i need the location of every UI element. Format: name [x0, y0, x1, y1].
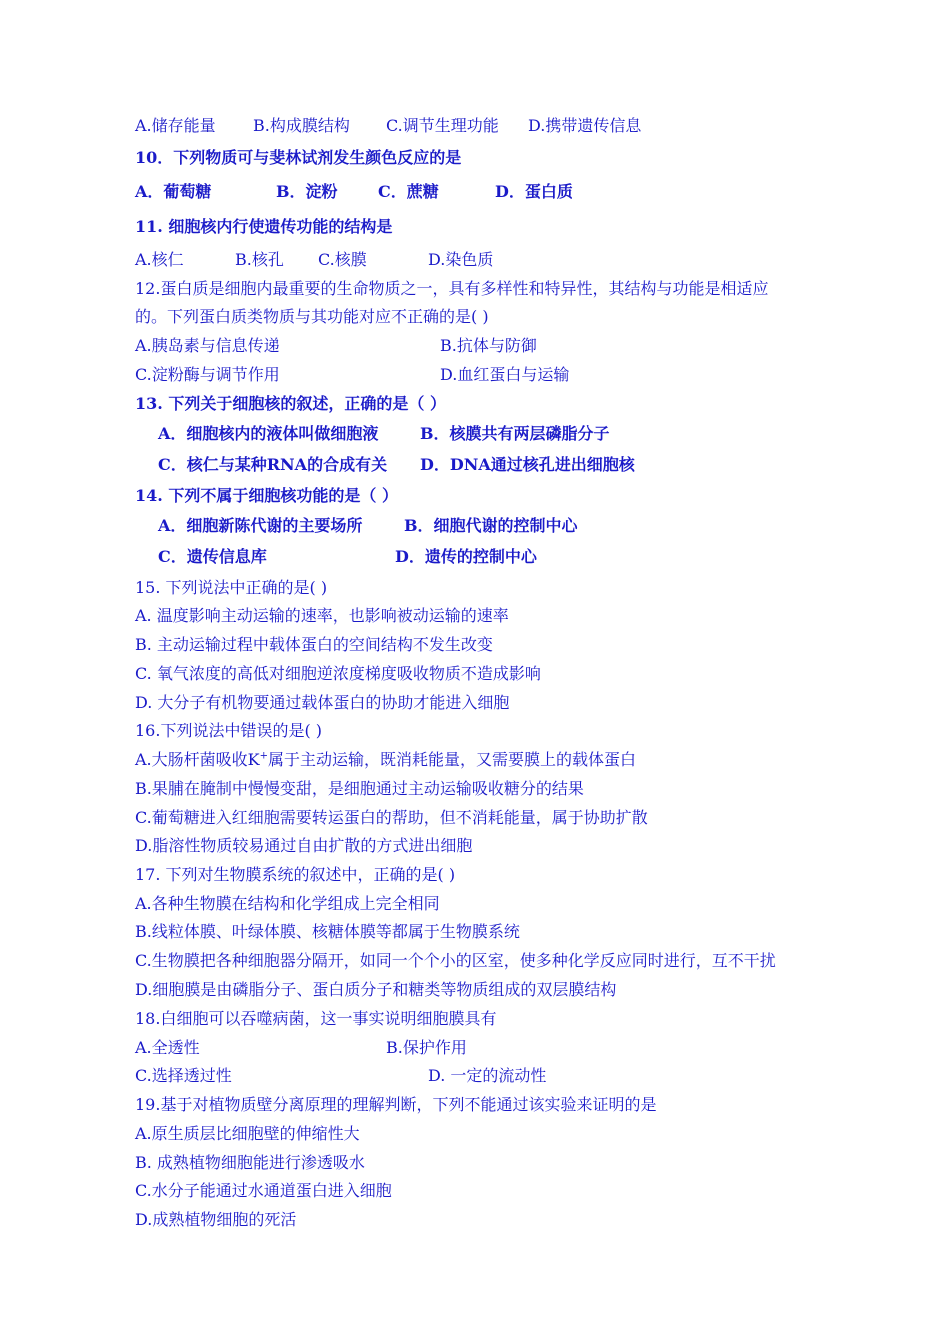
q12-stem-line1: 12.蛋白质是细胞内最重要的生命物质之一，具有多样性和特异性，其结构与功能是相适应 — [135, 279, 769, 298]
q12-option-b: B.抗体与防御 — [440, 336, 537, 355]
q16-option-a-pre: A.大肠杆菌吸收K — [135, 750, 260, 769]
q17-option-d: D.细胞膜是由磷脂分子、蛋白质分子和糖类等物质组成的双层膜结构 — [135, 980, 617, 999]
q19-stem: 19.基于对植物质壁分离原理的理解判断，下列不能通过该实验来证明的是 — [135, 1095, 657, 1114]
q19-option-a: A.原生质层比细胞壁的伸缩性大 — [135, 1124, 360, 1143]
q9-option-b: B.构成膜结构 — [253, 116, 350, 135]
q11-option-b: B.核孔 — [235, 250, 284, 269]
q13-stem: 13. 下列关于细胞核的叙述，正确的是（ ） — [135, 394, 446, 413]
q19-option-c: C.水分子能通过水通道蛋白进入细胞 — [135, 1181, 392, 1200]
q18-option-a: A.全透性 — [135, 1038, 200, 1057]
q15-option-b: B. 主动运输过程中载体蛋白的空间结构不发生改变 — [135, 635, 493, 654]
q10-option-b: B．淀粉 — [276, 182, 338, 201]
q19-option-d: D.成熟植物细胞的死活 — [135, 1210, 297, 1229]
q17-option-c: C.生物膜把各种细胞器分隔开，如同一个个小的区室，使多种化学反应同时进行，互不干扰 — [135, 951, 776, 970]
q13-option-a: A．细胞核内的液体叫做细胞液 — [158, 424, 379, 443]
q10-option-a: A．葡萄糖 — [135, 182, 212, 201]
q15-option-a: A. 温度影响主动运输的速率，也影响被动运输的速率 — [135, 606, 509, 625]
q17-option-b: B.线粒体膜、叶绿体膜、核糖体膜等都属于生物膜系统 — [135, 922, 520, 941]
q13-option-b: B．核膜共有两层磷脂分子 — [420, 424, 610, 443]
q11-option-d: D.染色质 — [428, 250, 494, 269]
q17-stem: 17. 下列对生物膜系统的叙述中，正确的是( ) — [135, 865, 456, 884]
q15-option-d: D. 大分子有机物要通过载体蛋白的协助才能进入细胞 — [135, 693, 510, 712]
q12-option-a: A.胰岛素与信息传递 — [135, 336, 280, 355]
q19-option-b: B. 成熟植物细胞能进行渗透吸水 — [135, 1153, 365, 1172]
q11-option-c: C.核膜 — [318, 250, 367, 269]
q18-option-d: D. 一定的流动性 — [428, 1066, 547, 1085]
q12-stem-line2: 的。下列蛋白质类物质与其功能对应不正确的是( ) — [135, 307, 489, 326]
q18-option-b: B.保护作用 — [386, 1038, 467, 1057]
q12-option-d: D.血红蛋白与运输 — [440, 365, 570, 384]
q16-option-d: D.脂溶性物质较易通过自由扩散的方式进出细胞 — [135, 836, 473, 855]
q16-stem: 16.下列说法中错误的是( ) — [135, 721, 323, 740]
q12-option-c: C.淀粉酶与调节作用 — [135, 365, 280, 384]
q9-option-d: D.携带遗传信息 — [528, 116, 642, 135]
q13-option-d: D．DNA通过核孔进出细胞核 — [420, 455, 635, 474]
q10-option-c: C．蔗糖 — [378, 182, 439, 201]
potassium-superscript: + — [259, 750, 268, 762]
q18-option-c: C.选择透过性 — [135, 1066, 232, 1085]
q15-stem: 15. 下列说法中正确的是( ) — [135, 578, 328, 597]
q13-option-c: C．核仁与某种RNA的合成有关 — [158, 455, 388, 474]
q17-option-a: A.各种生物膜在结构和化学组成上完全相同 — [135, 894, 440, 913]
q14-option-d: D．遗传的控制中心 — [395, 547, 537, 566]
q14-stem: 14. 下列不属于细胞核功能的是（ ） — [135, 486, 398, 505]
q11-stem: 11. 细胞核内行使遗传功能的结构是 — [135, 217, 393, 236]
q15-option-c: C. 氧气浓度的高低对细胞逆浓度梯度吸收物质不造成影响 — [135, 664, 541, 683]
q16-option-b: B.果脯在腌制中慢慢变甜，是细胞通过主动运输吸收糖分的结果 — [135, 779, 584, 798]
q9-option-a: A.储存能量 — [135, 116, 216, 135]
q16-option-c: C.葡萄糖进入红细胞需要转运蛋白的帮助，但不消耗能量，属于协助扩散 — [135, 808, 648, 827]
q16-option-a — [135, 750, 636, 770]
q10-stem: 10．下列物质可与斐林试剂发生颜色反应的是 — [135, 148, 462, 167]
q10-option-d: D．蛋白质 — [495, 182, 573, 201]
q11-option-a: A.核仁 — [135, 250, 184, 269]
q16-option-a-post: 属于主动运输，既消耗能量，又需要膜上的载体蛋白 — [268, 750, 637, 769]
q18-stem: 18.白细胞可以吞噬病菌，这一事实说明细胞膜具有 — [135, 1009, 497, 1028]
q14-option-a: A．细胞新陈代谢的主要场所 — [158, 516, 363, 535]
q14-option-b: B．细胞代谢的控制中心 — [404, 516, 578, 535]
q9-option-c: C.调节生理功能 — [386, 116, 499, 135]
q14-option-c: C．遗传信息库 — [158, 547, 267, 566]
